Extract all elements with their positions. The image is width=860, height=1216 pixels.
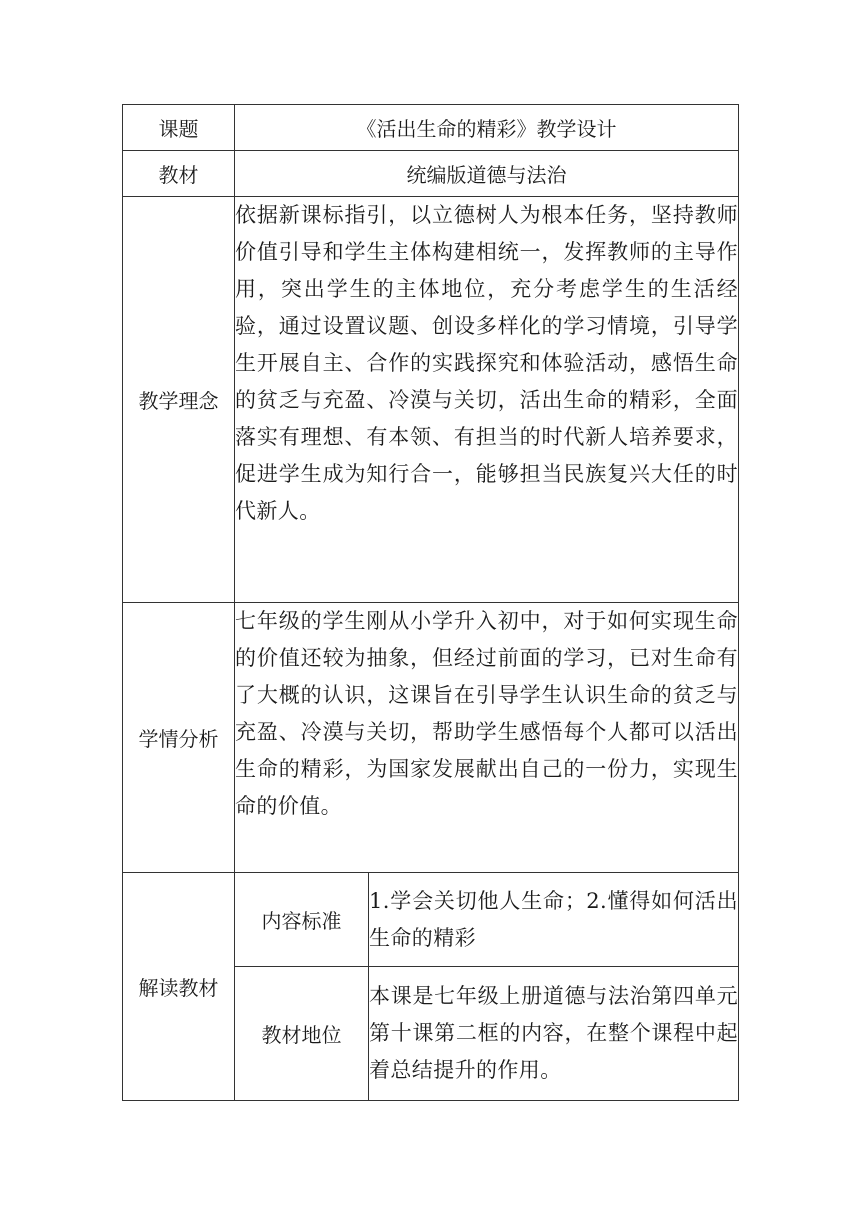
content-standard-label: 内容标准 bbox=[235, 873, 369, 967]
position-text: 本课是七年级上册道德与法治第四单元第十课第二框的内容，在整个课程中起着总结提升的作用。 bbox=[369, 967, 739, 1101]
topic-value: 《活出生命的精彩》教学设计 bbox=[235, 105, 739, 151]
philosophy-text: 依据新课标指引，以立德树人为根本任务，坚持教师价值引导和学生主体构建相统一，发挥教师的主导作用，突出学生的主体地位，充分考虑学生的生活经验，通过设置议题、创设多样化的学习情境，引导学生开展自主、合作的实践探究和体验活动，感悟生命的贫乏与充盈、冷漠与关切，活出生命的精彩，全面落实有理想、有本领、有担当的时代新人培养要求，促进学生成为知行合一，能够担当民族复兴大任的时代新人。 bbox=[235, 197, 739, 603]
content-standard-text: 1.学会关切他人生命；2.懂得如何活出生命的精彩 bbox=[369, 873, 739, 967]
lesson-plan-table bbox=[122, 104, 739, 1101]
analysis-label: 学情分析 bbox=[123, 603, 235, 873]
interpretation-label: 解读教材 bbox=[123, 873, 235, 1101]
row-textbook bbox=[123, 151, 739, 197]
row-content-standard bbox=[123, 873, 739, 967]
textbook-label: 教材 bbox=[123, 151, 235, 197]
textbook-value: 统编版道德与法治 bbox=[235, 151, 739, 197]
row-philosophy bbox=[123, 197, 739, 603]
position-label: 教材地位 bbox=[235, 967, 369, 1101]
philosophy-label: 教学理念 bbox=[123, 197, 235, 603]
row-topic bbox=[123, 105, 739, 151]
topic-label: 课题 bbox=[123, 105, 235, 151]
row-analysis bbox=[123, 603, 739, 873]
analysis-text: 七年级的学生刚从小学升入初中，对于如何实现生命的价值还较为抽象，但经过前面的学习，已对生命有了大概的认识，这课旨在引导学生认识生命的贫乏与充盈、冷漠与关切，帮助学生感悟每个人都可以活出生命的精彩，为国家发展献出自己的一份力，实现生命的价值。 bbox=[235, 603, 739, 873]
